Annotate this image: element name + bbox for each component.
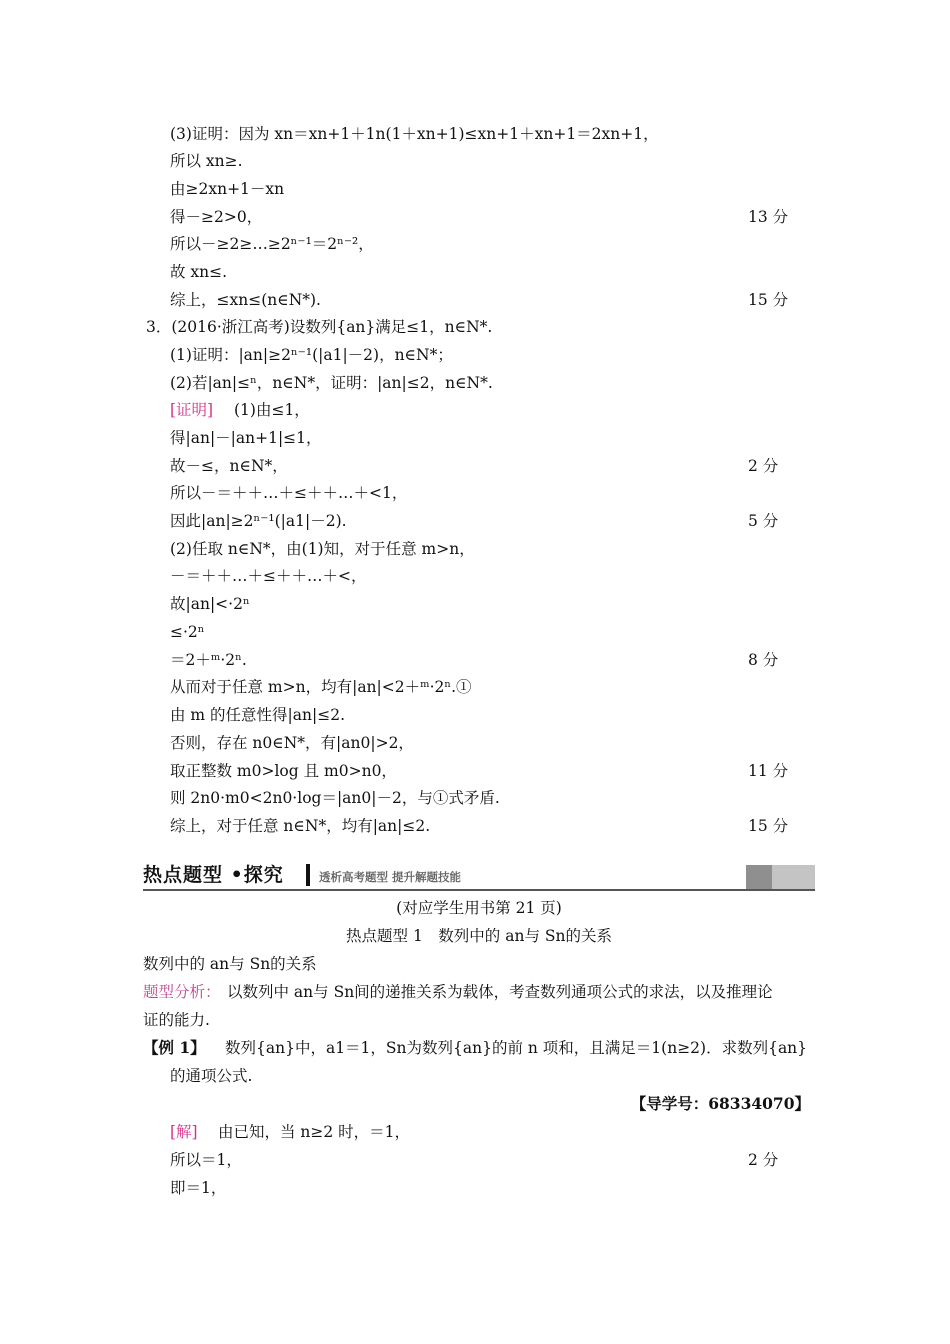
analysis-text: 以数列中 an与 Sn间的递推关系为载体，考查数列通项公式的求法，以及推理论 xyxy=(227,983,773,1001)
score: 13 分 xyxy=(748,208,789,226)
proof-line: ≤·2ⁿ xyxy=(170,623,205,641)
score: 2 分 xyxy=(748,1151,779,1169)
proof-line: (1)由≤1， xyxy=(234,401,310,419)
proof-line: 故－≤，n∈N*， xyxy=(170,457,288,475)
proof-line: 所以－＝＋＋…＋≤＋＋…＋<1， xyxy=(170,484,408,502)
banner-rule xyxy=(143,889,815,891)
banner-title: 热点题型 •探究 xyxy=(143,864,284,886)
score: 11 分 xyxy=(748,762,789,780)
score: 5 分 xyxy=(748,512,779,530)
proof-line: －＝＋＋…＋≤＋＋…＋<， xyxy=(170,567,367,585)
banner-divider xyxy=(306,864,310,886)
proof-line: 所以 xn≥. xyxy=(170,152,243,170)
section-banner xyxy=(143,861,815,891)
banner-block-dark xyxy=(746,865,772,889)
proof-line: 因此|an|≥2ⁿ⁻¹(|a1|－2). xyxy=(170,512,347,530)
solution-tag: [解] xyxy=(170,1123,198,1141)
page-reference: (对应学生用书第 21 页) xyxy=(396,899,562,917)
example-label: 【例 1】 xyxy=(143,1038,206,1057)
proof-line: 得|an|－|an+1|≤1， xyxy=(170,429,322,447)
proof-line: 故 xn≤. xyxy=(170,263,228,281)
score: 15 分 xyxy=(748,291,789,309)
solution-line: 即＝1， xyxy=(170,1179,227,1197)
proof-line: 则 2n0·m0<2n0·log＝|an0|－2，与①式矛盾. xyxy=(170,789,500,807)
score: 15 分 xyxy=(748,817,789,835)
section-subheading: 数列中的 an与 Sn的关系 xyxy=(143,955,317,973)
problem-part: (1)证明：|an|≥2ⁿ⁻¹(|a1|－2)，n∈N*； xyxy=(170,346,453,364)
problem-stem: 3．(2016·浙江高考)设数列{an}满足≤1，n∈N*. xyxy=(146,318,493,336)
example-text: 数列{an}中，a1＝1，Sn为数列{an}的前 n 项和，且满足＝1(n≥2)．求数列{an} xyxy=(225,1039,808,1057)
proof-tag: [证明] xyxy=(170,401,214,419)
banner-subtitle: 透析高考题型 提升解题技能 xyxy=(319,870,462,884)
section-heading: 热点题型 1 数列中的 an与 Sn的关系 xyxy=(346,927,612,945)
proof-line: 否则，存在 n0∈N*，有|an0|>2， xyxy=(170,734,414,752)
analysis-text-cont: 证的能力. xyxy=(143,1011,210,1029)
solution-line: 由已知，当 n≥2 时，＝1， xyxy=(218,1123,411,1141)
proof-line: (3)证明：因为 xn＝xn+1＋1n(1＋xn+1)≤xn+1＋xn+1＝2xn+1， xyxy=(170,125,659,143)
problem-part: (2)若|an|≤ⁿ，n∈N*，证明：|an|≤2，n∈N*. xyxy=(170,374,493,392)
proof-line: (2)任取 n∈N*，由(1)知，对于任意 m>n， xyxy=(170,540,475,558)
proof-line: ＝2＋ᵐ·2ⁿ. xyxy=(170,651,247,669)
proof-line: 综上，≤xn≤(n∈N*). xyxy=(170,291,321,309)
proof-line: 得－≥2>0， xyxy=(170,208,263,226)
proof-line: 由≥2xn+1－xn xyxy=(170,180,285,198)
analysis-label: 题型分析： xyxy=(143,983,221,1001)
proof-line: 由 m 的任意性得|an|≤2. xyxy=(170,706,345,724)
guide-number: 【导学号：68334070】 xyxy=(630,1094,810,1113)
proof-line: 从而对于任意 m>n，均有|an|<2＋ᵐ·2ⁿ.① xyxy=(170,678,472,696)
score: 2 分 xyxy=(748,457,779,475)
proof-line: 所以－≥2≥…≥2ⁿ⁻¹＝2ⁿ⁻²， xyxy=(170,235,374,253)
example-text-cont: 的通项公式. xyxy=(170,1067,253,1085)
proof-line: 综上，对于任意 n∈N*，均有|an|≤2. xyxy=(170,817,431,835)
proof-line: 故|an|<·2ⁿ xyxy=(170,595,250,613)
banner-block-light xyxy=(772,865,815,889)
solution-line: 所以＝1， xyxy=(170,1151,242,1169)
proof-line: 取正整数 m0>log 且 m0>n0， xyxy=(170,762,397,780)
score: 8 分 xyxy=(748,651,779,669)
